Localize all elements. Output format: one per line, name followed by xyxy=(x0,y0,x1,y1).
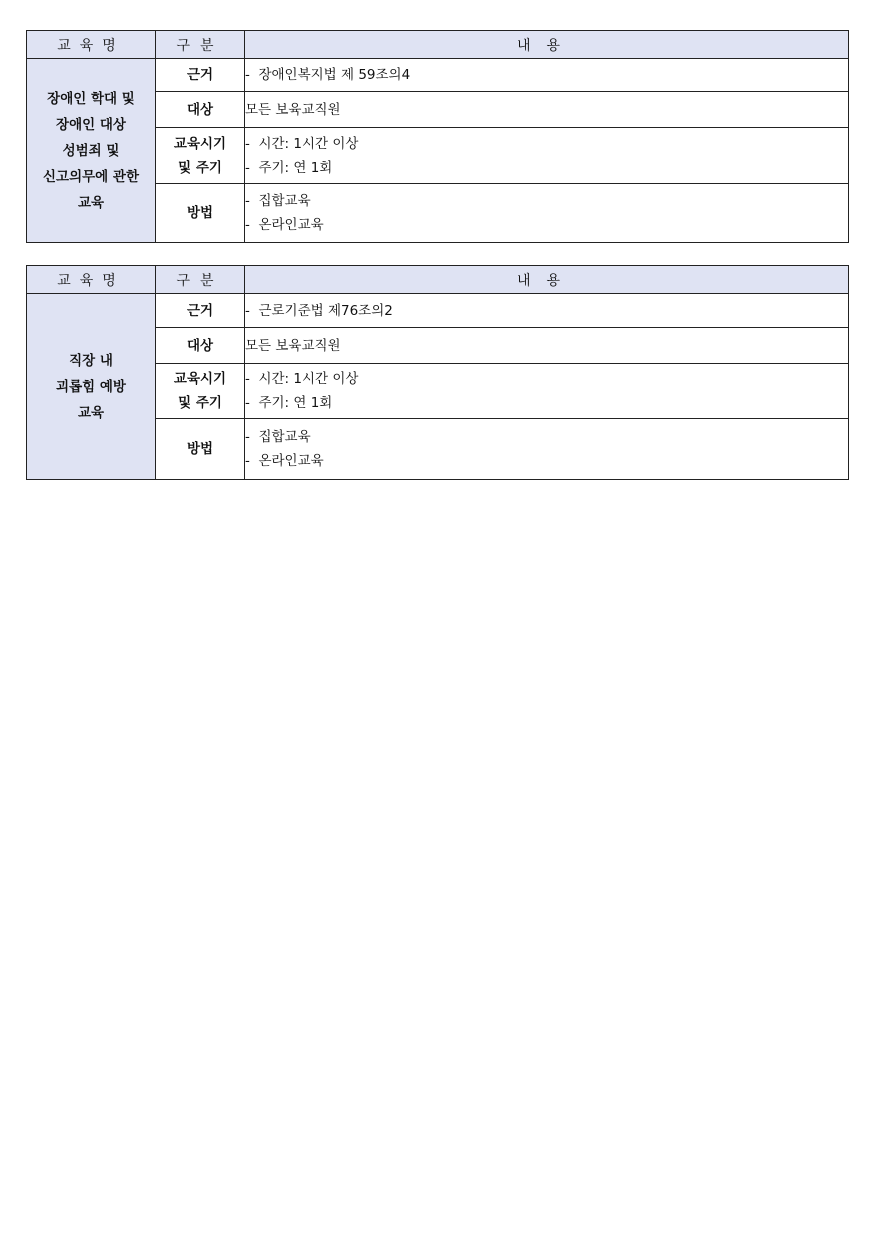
content-line: - 주기: 연 1회 xyxy=(245,159,333,176)
content-line: - 집합교육 xyxy=(245,429,311,445)
category-target xyxy=(156,92,245,128)
title-line: 장애인 학대 및 xyxy=(47,90,135,107)
table-header-row xyxy=(27,266,849,294)
header-category: 구분 xyxy=(156,31,245,59)
category-label: 대상 xyxy=(186,337,214,354)
table-row xyxy=(27,59,849,92)
content-line: - 집합교육 xyxy=(245,193,311,209)
category-method xyxy=(156,419,245,480)
category-label: 교육시기 xyxy=(173,135,227,152)
category-label: 대상 xyxy=(186,101,214,118)
category-basis xyxy=(156,59,245,92)
category-label: 근거 xyxy=(186,67,214,83)
content-basis xyxy=(245,59,849,92)
education-table-2 xyxy=(26,265,849,480)
category-target xyxy=(156,328,245,364)
category-method xyxy=(156,184,245,243)
title-line: 교육 xyxy=(77,194,105,211)
content-line: - 시간: 1시간 이상 xyxy=(245,135,359,152)
content-target xyxy=(245,92,849,128)
title-line: 신고의무에 관한 xyxy=(43,168,139,185)
content-line: - 근로기준법 제76조의2 xyxy=(245,302,393,319)
content-line: - 주기: 연 1회 xyxy=(245,395,333,411)
header-content: 내용 xyxy=(245,31,849,59)
title-line: 장애인 대상 xyxy=(56,116,126,133)
category-label: 근거 xyxy=(186,302,214,319)
content-line: 모든 보육교직원 xyxy=(245,337,341,354)
header-content: 내용 xyxy=(245,266,849,294)
content-timing xyxy=(245,364,849,419)
content-line: - 온라인교육 xyxy=(245,217,324,233)
category-label: 방법 xyxy=(186,205,214,221)
content-target xyxy=(245,328,849,364)
education-title xyxy=(27,294,156,480)
title-line: 성범죄 및 xyxy=(62,142,120,159)
category-timing xyxy=(156,128,245,184)
title-line: 교육 xyxy=(77,404,105,421)
content-timing xyxy=(245,128,849,184)
education-title xyxy=(27,59,156,243)
category-label: 및 주기 xyxy=(178,159,222,176)
header-education-name: 교육명 xyxy=(27,31,156,59)
content-line: - 시간: 1시간 이상 xyxy=(245,371,359,387)
content-basis xyxy=(245,294,849,328)
content-line: - 온라인교육 xyxy=(245,453,324,469)
category-basis xyxy=(156,294,245,328)
content-method xyxy=(245,419,849,480)
category-label: 방법 xyxy=(186,441,214,457)
title-line: 직장 내 xyxy=(69,352,113,369)
table-row xyxy=(27,294,849,328)
header-education-name: 교육명 xyxy=(27,266,156,294)
category-label: 및 주기 xyxy=(178,395,222,411)
title-line: 괴롭힘 예방 xyxy=(56,378,126,395)
header-category: 구분 xyxy=(156,266,245,294)
education-table-1 xyxy=(26,30,849,243)
content-line: 모든 보육교직원 xyxy=(245,101,341,118)
category-label: 교육시기 xyxy=(173,371,227,387)
table-header-row xyxy=(27,31,849,59)
content-line: - 장애인복지법 제 59조의4 xyxy=(245,67,411,83)
category-timing xyxy=(156,364,245,419)
content-method xyxy=(245,184,849,243)
